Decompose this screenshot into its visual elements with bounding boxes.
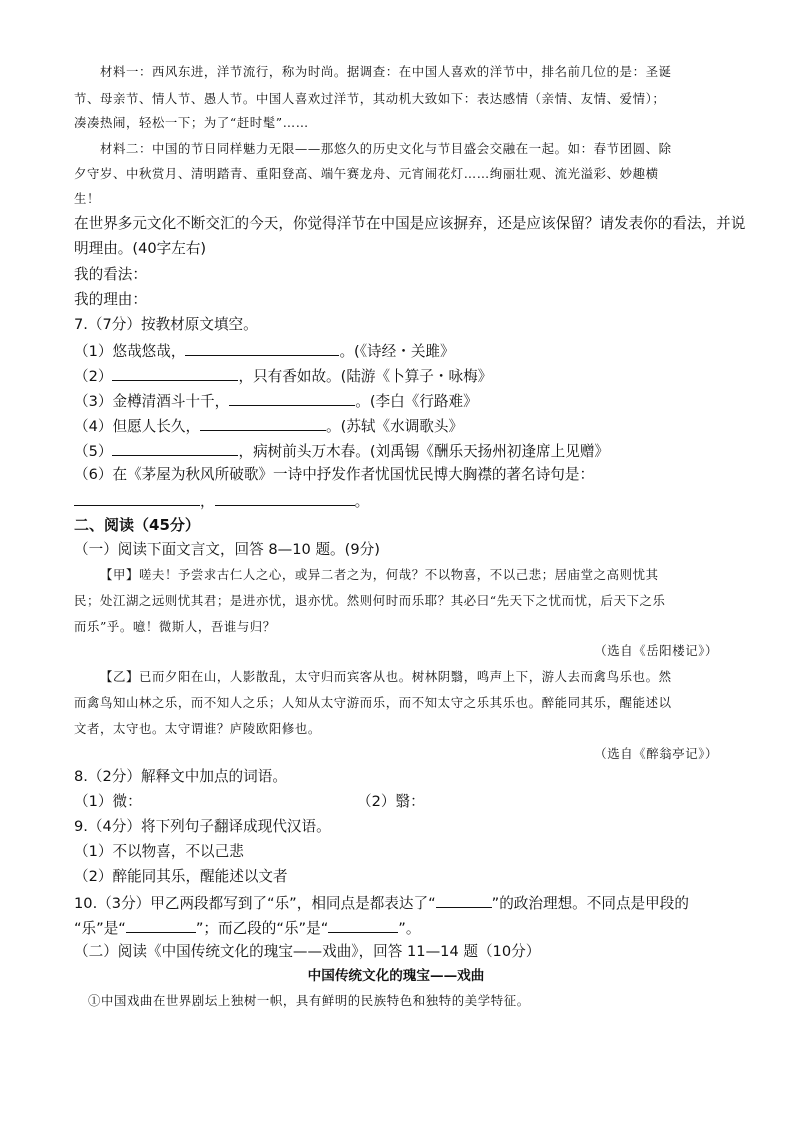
q7-item-6-period: 。 bbox=[354, 493, 370, 510]
q10-line-2-mid: ”；而乙段的“乐”是“ bbox=[195, 920, 329, 937]
material-1-line-1: 材料一：西风东进，洋节流行，称为时尚。据调查：在中国人喜欢的洋节中，排名前几位的是：圣诞 bbox=[100, 64, 672, 79]
q7-item-3-blank[interactable] bbox=[229, 390, 355, 406]
passage-jia-line-3: 而乐”乎。噫！微斯人，吾谁与归？ bbox=[74, 619, 276, 634]
q7-item-1-source: 。(《诗经・关雎》 bbox=[339, 343, 455, 360]
passage-jia-line-1: 【甲】嗟夫！予尝求古仁人之心，或异二者之为，何哉？不以物喜，不以己悲；居庙堂之高则忧其 bbox=[100, 567, 659, 582]
q7-item-6-blank-2[interactable] bbox=[215, 490, 355, 506]
section-2-heading: 二、阅读（45分） bbox=[74, 516, 200, 534]
q10-blank-1[interactable] bbox=[436, 892, 492, 908]
q7-item-2-text: （2） bbox=[74, 368, 113, 385]
material-1-line-3: 凑凑热闹，轻松一下；为了“赶时髦”…… bbox=[74, 115, 309, 130]
q9-title: 9.（4分）将下列句子翻译成现代汉语。 bbox=[74, 818, 331, 835]
q10-blank-2[interactable] bbox=[126, 917, 196, 933]
q7-item-6: （6）在《茅屋为秋风所破歌》一诗中抒发作者忧国忧民博大胸襟的著名诗句是： bbox=[74, 466, 595, 483]
q10-blank-3[interactable] bbox=[328, 917, 398, 933]
my-view-label: 我的看法： bbox=[74, 266, 147, 283]
q7-item-5 bbox=[74, 440, 718, 462]
passage-jia-source: （选自《岳阳楼记》） bbox=[594, 643, 718, 658]
material-2-line-2: 夕守岁、中秋赏月、清明踏青、重阳登高、端午赛龙舟、元宵闹花灯……绚丽壮观、流光溢彩、妙趣横 bbox=[74, 166, 659, 181]
q7-item-4-text: （4）但愿人长久， bbox=[74, 418, 201, 435]
section-2-part-1-instructions: （一）阅读下面文言文，回答 8—10 题。(9分) bbox=[74, 541, 380, 558]
q10-line-1-tail: ”的政治理想。不同点是甲段的 bbox=[491, 895, 689, 912]
q7-item-4-source: 。(苏轼《水调歌头》 bbox=[326, 418, 464, 435]
q7-title: 7.（7分）按教材原文填空。 bbox=[74, 316, 258, 333]
prompt-line-2: 明理由。(40字左右) bbox=[74, 240, 207, 257]
q10-line-2 bbox=[74, 917, 718, 939]
material-2-line-3: 生！ bbox=[74, 191, 100, 206]
q10-line-1-text: 10.（3分）甲乙两段都写到了“乐”，相同点是都表达了“ bbox=[74, 895, 436, 912]
q8-title: 8.（2分）解释文中加点的词语。 bbox=[74, 768, 287, 785]
my-reason-label: 我的理由： bbox=[74, 291, 147, 308]
section-2-part-2-instructions: （二）阅读《中国传统文化的瑰宝——戏曲》，回答 11—14 题（10分） bbox=[74, 943, 541, 960]
q7-item-6-comma: ， bbox=[200, 493, 215, 510]
q10-line-2-end: ”。 bbox=[398, 920, 421, 937]
material-1-line-2: 节、母亲节、情人节、愚人节。中国人喜欢过洋节，其动机大致如下：表达感情（亲情、友情、爱情）； bbox=[74, 91, 666, 106]
passage-yi-line-1: 【乙】已而夕阳在山，人影散乱，太守归而宾客从也。树林阴翳，鸣声上下，游人去而禽鸟乐也。然 bbox=[100, 669, 672, 684]
q7-item-6-answer bbox=[74, 490, 718, 512]
q9-item-2: （2）醉能同其乐，醒能述以文者 bbox=[74, 868, 288, 885]
q10-line-1 bbox=[74, 892, 718, 914]
article-paragraph-1: ①中国戏曲在世界剧坛上独树一帜，具有鲜明的民族特色和独特的美学特征。 bbox=[88, 993, 530, 1008]
q7-item-3 bbox=[74, 390, 718, 412]
q8-item-2: （2）翳： bbox=[357, 793, 425, 810]
passage-yi-source: （选自《醉翁亭记》） bbox=[594, 746, 718, 761]
q9-item-1: （1）不以物喜，不以己悲 bbox=[74, 843, 244, 860]
material-2-line-1: 材料二：中国的节日同样魅力无限——那悠久的历史文化与节目盛会交融在一起。如：春节团圆、除 bbox=[100, 141, 672, 156]
q7-item-6-blank-1[interactable] bbox=[74, 490, 200, 506]
q7-item-3-source: 。(李白《行路难》 bbox=[355, 393, 478, 410]
q7-item-5-text: （5） bbox=[74, 443, 113, 460]
q7-item-4 bbox=[74, 415, 718, 437]
q7-item-4-blank[interactable] bbox=[200, 415, 326, 431]
passage-jia-line-2: 民；处江湖之远则忧其君；是进亦忧，退亦忧。然则何时而乐耶？其必曰“先天下之忧而忧，后天下之乐 bbox=[74, 593, 666, 608]
passage-yi-line-3: 文者，太守也。太守谓谁？庐陵欧阳修也。 bbox=[74, 721, 321, 736]
q7-item-1 bbox=[74, 340, 718, 362]
q10-line-2-text: “乐”是“ bbox=[74, 920, 126, 937]
q7-item-1-text: （1）悠哉悠哉， bbox=[74, 343, 186, 360]
q7-item-5-source: ，病树前头万木春。(刘禹锡《酬乐天扬州初逢席上见赠》 bbox=[238, 443, 610, 460]
q7-item-2-blank[interactable] bbox=[112, 365, 238, 381]
article-title: 中国传统文化的瑰宝——戏曲 bbox=[307, 968, 485, 984]
q7-item-3-text: （3）金樽清酒斗十千， bbox=[74, 393, 230, 410]
q7-item-2-source: ，只有香如故。(陆游《卜算子・咏梅》 bbox=[238, 368, 493, 385]
q7-item-5-blank[interactable] bbox=[112, 440, 238, 456]
q8-item-1: （1）微： bbox=[74, 793, 142, 810]
q7-item-1-blank[interactable] bbox=[185, 340, 339, 356]
passage-yi-line-2: 而禽鸟知山林之乐，而不知人之乐；人知从太守游而乐，而不知太守之乐其乐也。醉能同其乐，醒能述以 bbox=[74, 695, 672, 710]
prompt-line-1: 在世界多元文化不断交汇的今天，你觉得洋节在中国是应该摒弃，还是应该保留？请发表你的看法，并说 bbox=[74, 215, 746, 232]
q7-item-2 bbox=[74, 365, 718, 387]
